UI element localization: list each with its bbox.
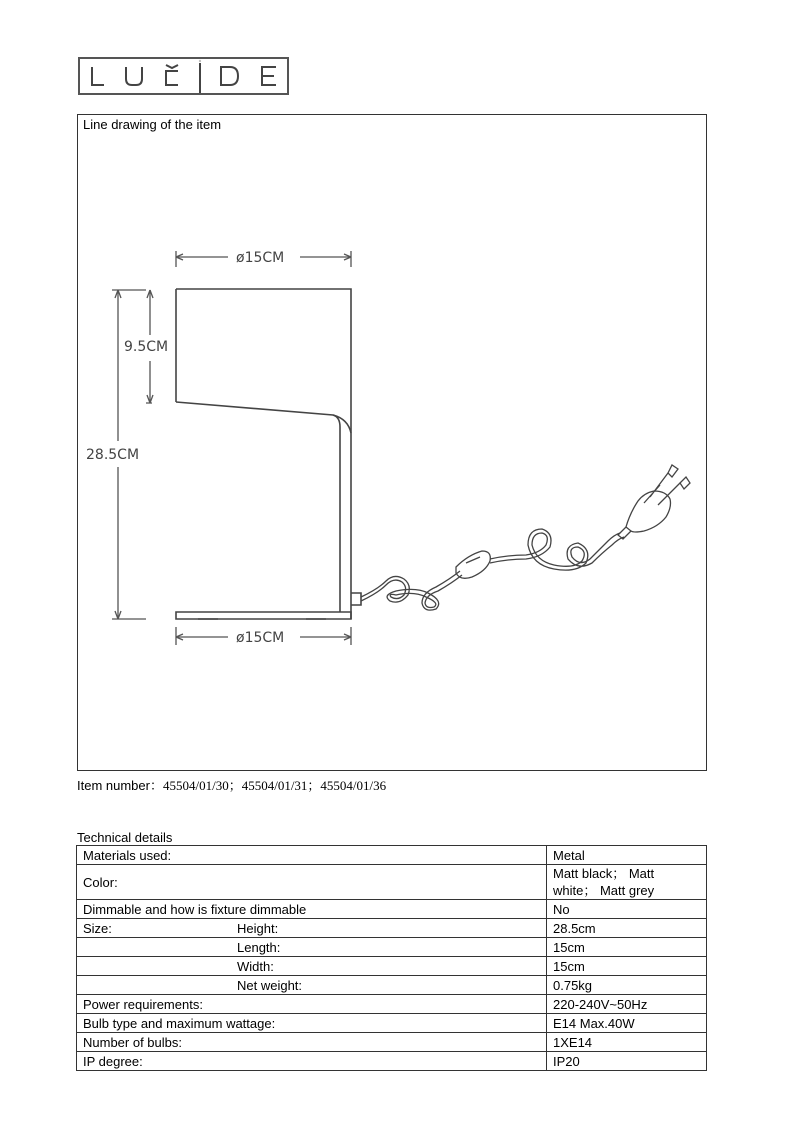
power-value: 220-240V~50Hz <box>547 995 707 1014</box>
height-label-cell <box>77 919 547 938</box>
color-value: Matt black； Matt white； Matt grey <box>547 865 707 900</box>
drawing-caption: Line drawing of the item <box>83 117 222 132</box>
table-row <box>77 846 707 865</box>
table-row <box>77 938 707 957</box>
line-drawing-frame <box>77 114 707 771</box>
bulb-type-label: Bulb type and maximum wattage: <box>77 1014 547 1033</box>
dimmable-value: No <box>547 900 707 919</box>
item-number-label: Item number： <box>77 778 163 793</box>
width-label: Width: <box>77 957 547 976</box>
length-label: Length: <box>77 938 547 957</box>
table-row <box>77 995 707 1014</box>
color-label: Color: <box>77 865 547 900</box>
width-value: 15cm <box>547 957 707 976</box>
materials-value: Metal <box>547 846 707 865</box>
bulb-count-label: Number of bulbs: <box>77 1033 547 1052</box>
top-diameter-label: ø15CM <box>236 250 285 266</box>
net-weight-value: 0.75kg <box>547 976 707 995</box>
dimmable-label: Dimmable and how is fixture dimmable <box>77 900 547 919</box>
brand-logo <box>78 57 289 95</box>
length-value: 15cm <box>547 938 707 957</box>
net-weight-label: Net weight: <box>77 976 547 995</box>
technical-details-title: Technical details <box>77 830 173 845</box>
table-row <box>77 957 707 976</box>
bulb-count-value: 1XE14 <box>547 1033 707 1052</box>
table-row <box>77 976 707 995</box>
power-label: Power requirements: <box>77 995 547 1014</box>
ip-value: IP20 <box>547 1052 707 1071</box>
lucide-logo-mark <box>80 59 287 93</box>
table-row <box>77 1052 707 1071</box>
table-row <box>77 919 707 938</box>
ip-label: IP degree: <box>77 1052 547 1071</box>
table-row <box>77 1033 707 1052</box>
shade-height-label: 9.5CM <box>124 339 169 355</box>
item-number <box>77 775 386 794</box>
table-row <box>77 900 707 919</box>
size-label: Size: <box>83 920 112 936</box>
total-height-label: 28.5CM <box>86 447 140 463</box>
materials-label: Materials used: <box>77 846 547 865</box>
table-row <box>77 865 707 900</box>
lamp-line-drawing <box>78 115 706 770</box>
height-label: Height: <box>237 920 279 936</box>
height-value: 28.5cm <box>547 919 707 938</box>
table-row <box>77 1014 707 1033</box>
bulb-type-value: E14 Max.40W <box>547 1014 707 1033</box>
bottom-diameter-label: ø15CM <box>236 630 285 646</box>
item-number-value: 45504/01/30；45504/01/31；45504/01/36 <box>162 778 387 793</box>
technical-details-table <box>76 845 707 1071</box>
